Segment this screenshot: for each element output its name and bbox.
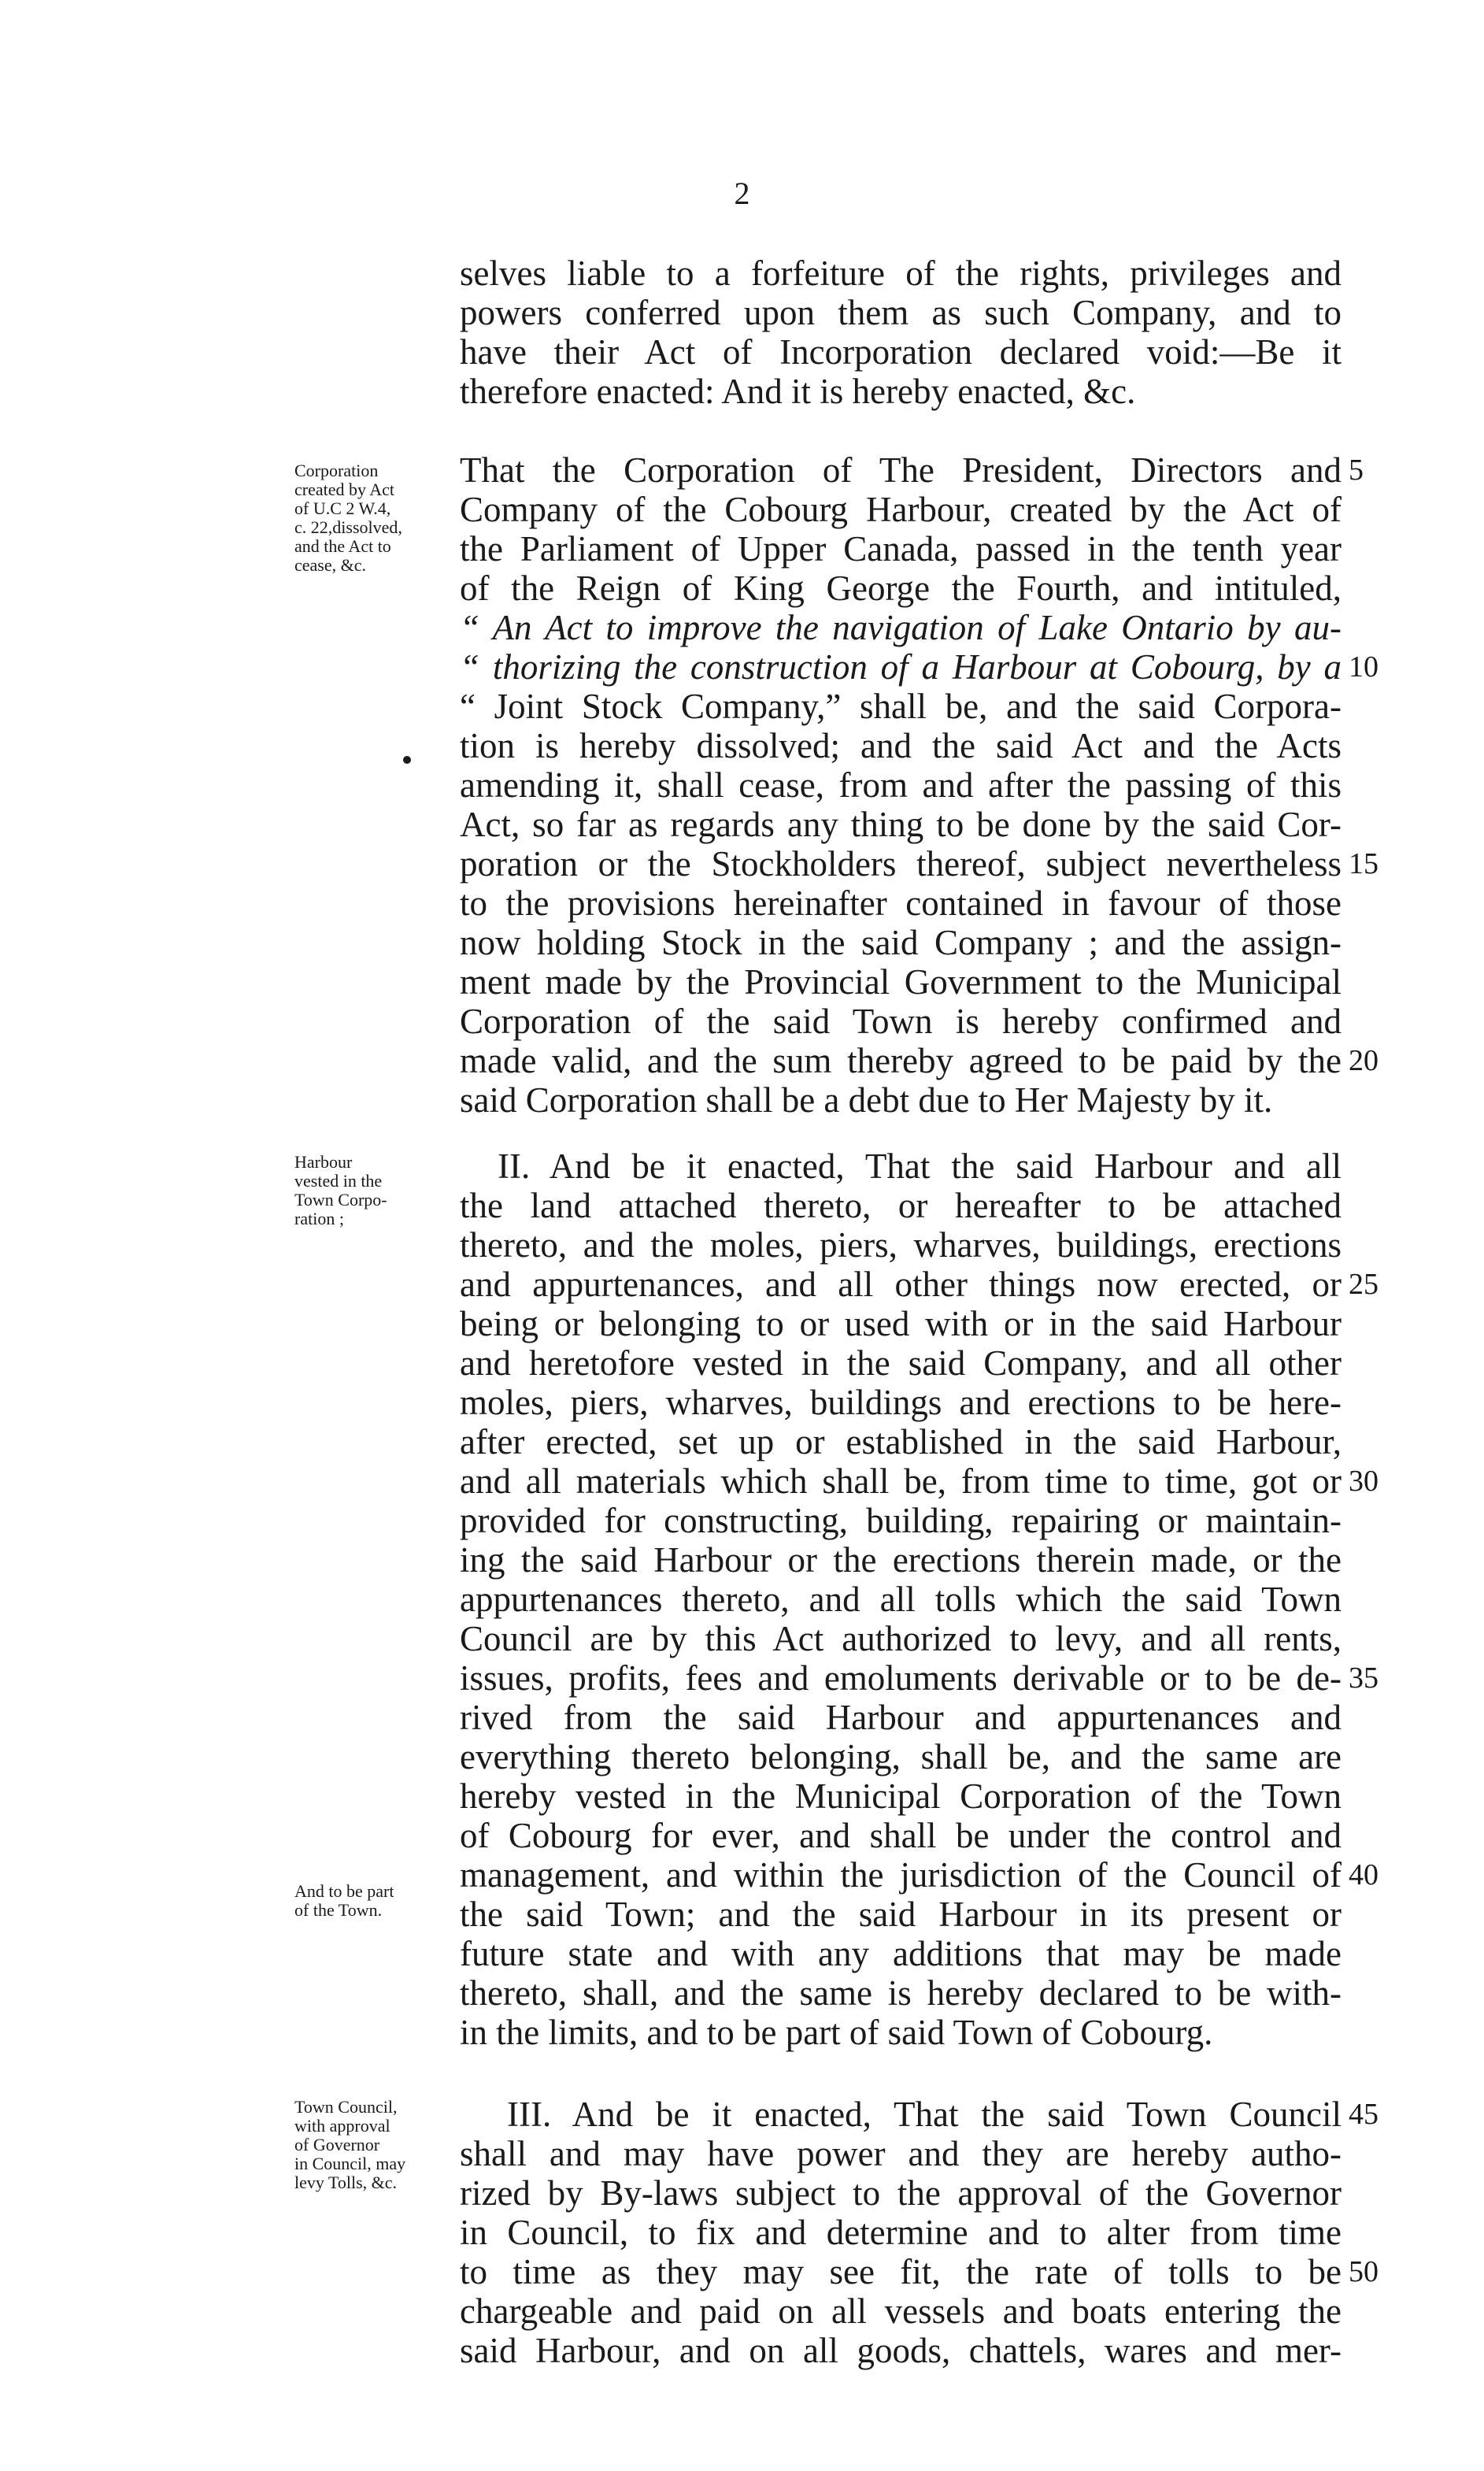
sidenote-line: of Governor bbox=[294, 2135, 380, 2154]
text-line: now holding Stock in the said Company ; and the assign- bbox=[460, 923, 1342, 962]
text-line: said Corporation shall be a debt due to Her Majesty by it. bbox=[460, 1080, 1273, 1120]
text-line: and all materials which shall be, from time to time, got or bbox=[460, 1461, 1342, 1501]
text-line: future state and with any additions that may be made bbox=[460, 1934, 1342, 1973]
text-line: in Council, to fix and determine and to alter from time bbox=[460, 2213, 1342, 2252]
text-line: in the limits, and to be part of said Town of Cobourg. bbox=[460, 2013, 1213, 2052]
sidenote-line: levy Tolls, &c. bbox=[294, 2173, 398, 2192]
text-line: have their Act of Incorporation declared void:—Be it bbox=[460, 332, 1342, 372]
text-line: made valid, and the sum thereby agreed to be paid by the bbox=[460, 1041, 1342, 1080]
line-number: 30 bbox=[1349, 1465, 1379, 1498]
text-line: thereto, and the moles, piers, wharves, buildings, erections bbox=[460, 1225, 1342, 1265]
text-line: Corporation of the said Town is hereby confirmed and bbox=[460, 1002, 1342, 1041]
text-line: after erected, set up or established in the said Harbour, bbox=[460, 1422, 1342, 1461]
line-number: 45 bbox=[1349, 2098, 1379, 2131]
text-line: III. And be it enacted, That the said Town Council bbox=[507, 2095, 1342, 2134]
text-line: everything thereto belonging, shall be, and the same are bbox=[460, 1737, 1342, 1776]
sidenote-line: created by Act bbox=[294, 480, 395, 499]
text-line: hereby vested in the Municipal Corporation of the Town bbox=[460, 1776, 1342, 1816]
sidenote-line: with approval bbox=[294, 2116, 390, 2136]
text-line: rized by By-laws subject to the approval of the Governor bbox=[460, 2173, 1342, 2213]
text-line: of the Reign of King George the Fourth, and intituled, bbox=[460, 569, 1342, 608]
text-line: selves liable to a forfeiture of the rights, privileges and bbox=[460, 254, 1342, 293]
text-line: to the provisions hereinafter contained in favour of those bbox=[460, 884, 1342, 923]
text-line: poration or the Stockholders thereof, subject nevertheless bbox=[460, 844, 1342, 884]
text-line: the land attached thereto, or hereafter to be attached bbox=[460, 1186, 1342, 1225]
sidenote-line: vested in the bbox=[294, 1171, 383, 1191]
text-line: said Harbour, and on all goods, chattels, wares and mer- bbox=[460, 2331, 1342, 2370]
sidenote-line: of the Town. bbox=[294, 1900, 383, 1920]
text-line: moles, piers, wharves, buildings and erections to be here- bbox=[460, 1383, 1342, 1422]
text-line: powers conferred upon them as such Company, and to bbox=[460, 293, 1342, 332]
text-line: ment made by the Provincial Government to the Municipal bbox=[460, 962, 1342, 1002]
text-line: amending it, shall cease, from and after the passing of this bbox=[460, 765, 1342, 805]
line-number: 25 bbox=[1349, 1268, 1379, 1301]
sidenote-line: ration ; bbox=[294, 1209, 344, 1228]
text-line: “ Joint Stock Company,” shall be, and the said Corpora- bbox=[460, 687, 1342, 726]
text-line: Council are by this Act authorized to levy, and all rents, bbox=[460, 1619, 1342, 1658]
line-number: 50 bbox=[1349, 2255, 1379, 2288]
text-line: appurtenances thereto, and all tolls which the said Town bbox=[460, 1580, 1342, 1619]
sidenote-line: Corporation bbox=[294, 461, 379, 480]
sidenote-line: cease, &c. bbox=[294, 555, 366, 575]
text-line: and appurtenances, and all other things now erected, or bbox=[460, 1265, 1342, 1304]
line-number: 35 bbox=[1349, 1662, 1379, 1695]
text-line: of Cobourg for ever, and shall be under the control and bbox=[460, 1816, 1342, 1855]
text-line: “ thorizing the construction of a Harbour at Cobourg, by a bbox=[460, 647, 1342, 687]
text-line: provided for constructing, building, repairing or maintain- bbox=[460, 1501, 1342, 1540]
text-line: being or belonging to or used with or in the said Harbour bbox=[460, 1304, 1342, 1343]
text-line: issues, profits, fees and emoluments derivable or to be de- bbox=[460, 1658, 1342, 1698]
text-line: to time as they may see fit, the rate of tolls to be bbox=[460, 2252, 1342, 2291]
text-line: rived from the said Harbour and appurtenances and bbox=[460, 1698, 1342, 1737]
sidenote-line: in Council, may bbox=[294, 2154, 406, 2173]
text-line: and heretofore vested in the said Company, and all other bbox=[460, 1343, 1342, 1383]
line-number: 40 bbox=[1349, 1858, 1379, 1891]
text-line: tion is hereby dissolved; and the said Act and the Acts bbox=[460, 726, 1342, 765]
text-line: II. And be it enacted, That the said Harbour and all bbox=[498, 1147, 1342, 1186]
sidenote-line: of U.C 2 W.4, bbox=[294, 498, 391, 518]
line-number: 5 bbox=[1349, 454, 1364, 487]
text-line: That the Corporation of The President, Directors and bbox=[460, 450, 1342, 490]
line-number: 20 bbox=[1349, 1044, 1379, 1077]
ink-dot bbox=[403, 756, 411, 764]
sidenote-line: Town Council, bbox=[294, 2097, 398, 2117]
sidenote-line: Harbour bbox=[294, 1152, 353, 1172]
text-line: therefore enacted: And it is hereby enacted, &c. bbox=[460, 372, 1136, 411]
text-line: the Parliament of Upper Canada, passed in the tenth year bbox=[460, 529, 1342, 569]
sidenote-line: And to be part bbox=[294, 1881, 394, 1901]
text-line: Act, so far as regards any thing to be done by the said Cor- bbox=[460, 805, 1342, 844]
text-line: chargeable and paid on all vessels and boats entering the bbox=[460, 2291, 1342, 2331]
line-number: 10 bbox=[1349, 650, 1379, 684]
sidenote-line: and the Act to bbox=[294, 536, 391, 556]
text-line: management, and within the jurisdiction of the Council of bbox=[460, 1855, 1342, 1895]
line-number: 15 bbox=[1349, 847, 1379, 880]
text-line: ing the said Harbour or the erections therein made, or the bbox=[460, 1540, 1342, 1580]
sidenote-line: Town Corpo- bbox=[294, 1190, 387, 1210]
sidenote-line: c. 22,dissolved, bbox=[294, 517, 402, 537]
page-number: 2 bbox=[734, 176, 750, 211]
text-line: the said Town; and the said Harbour in its present or bbox=[460, 1895, 1342, 1934]
text-line: “ An Act to improve the navigation of Lake Ontario by au- bbox=[460, 608, 1342, 647]
text-line: Company of the Cobourg Harbour, created by the Act of bbox=[460, 490, 1342, 529]
text-line: thereto, shall, and the same is hereby declared to be with- bbox=[460, 1973, 1342, 2013]
text-line: shall and may have power and they are hereby autho- bbox=[460, 2134, 1342, 2173]
